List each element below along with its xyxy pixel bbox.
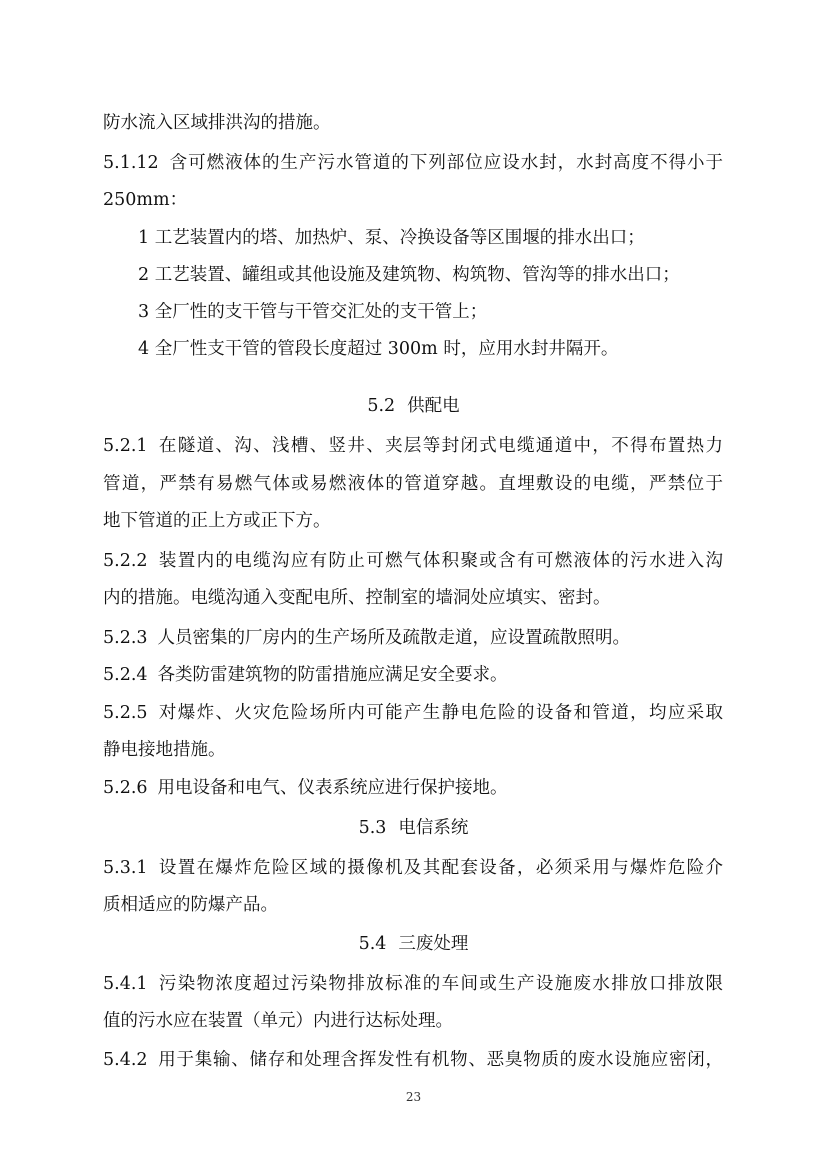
clause-5-4-1: 5.4.1 污染物浓度超过污染物排放标准的车间或生产设施废水排放口排放限 bbox=[103, 974, 723, 994]
clause-5-2-1: 5.2.1 在隧道、沟、浅槽、竖井、夹层等封闭式电缆通道中，不得布置热力 bbox=[103, 436, 723, 456]
text-line: 静电接地措施。 bbox=[103, 740, 226, 760]
clause-5-2-5: 5.2.5 对爆炸、火灾危险场所内可能产生静电危险的设备和管道，均应采取 bbox=[103, 703, 723, 723]
list-item: 1 工艺装置内的塔、加热炉、泵、冷换设备等区围堰的排水出口； bbox=[138, 228, 645, 248]
clause-5-4-2: 5.4.2 用于集输、储存和处理含挥发性有机物、恶臭物质的废水设施应密闭， bbox=[103, 1050, 723, 1070]
text-line: 管道，严禁有易燃气体或易燃液体的管道穿越。直埋敷设的电缆，严禁位于 bbox=[103, 474, 723, 494]
text-line: 值的污水应在装置（单元）内进行达标处理。 bbox=[103, 1011, 453, 1031]
section-heading-5-3: 5.3 电信系统 bbox=[358, 818, 469, 838]
text-line: 地下管道的正上方或正下方。 bbox=[103, 511, 331, 531]
clause-5-2-6: 5.2.6 用电设备和电气、仪表系统应进行保护接地。 bbox=[103, 778, 508, 798]
clause-5-2-2: 5.2.2 装置内的电缆沟应有防止可燃气体积聚或含有可燃液体的污水进入沟 bbox=[103, 551, 723, 571]
list-item: 3 全厂性的支干管与干管交汇处的支干管上； bbox=[138, 302, 488, 322]
clause-5-3-1: 5.3.1 设置在爆炸危险区域的摄像机及其配套设备，必须采用与爆炸危险介 bbox=[103, 858, 723, 878]
text-line: 内的措施。电缆沟通入变配电所、控制室的墙洞处应填实、密封。 bbox=[103, 588, 611, 608]
text-line: 250mm： bbox=[103, 190, 188, 210]
section-heading-5-4: 5.4 三废处理 bbox=[358, 934, 469, 954]
text-line: 质相适应的防爆产品。 bbox=[103, 895, 278, 915]
page-number: 23 bbox=[405, 1090, 422, 1104]
list-item: 2 工艺装置、罐组或其他设施及建筑物、构筑物、管沟等的排水出口； bbox=[138, 265, 680, 285]
list-item: 4 全厂性支干管的管段长度超过 300m 时，应用水封井隔开。 bbox=[138, 339, 619, 359]
section-heading-5-2: 5.2 供配电 bbox=[367, 396, 460, 416]
clause-5-1-12: 5.1.12 含可燃液体的生产污水管道的下列部位应设水封，水封高度不得小于 bbox=[103, 153, 723, 173]
text-line: 防水流入区域排洪沟的措施。 bbox=[103, 113, 331, 133]
clause-5-2-3: 5.2.3 人员密集的厂房内的生产场所及疏散走道，应设置疏散照明。 bbox=[103, 628, 631, 648]
clause-5-2-4: 5.2.4 各类防雷建筑物的防雷措施应满足安全要求。 bbox=[103, 665, 508, 685]
